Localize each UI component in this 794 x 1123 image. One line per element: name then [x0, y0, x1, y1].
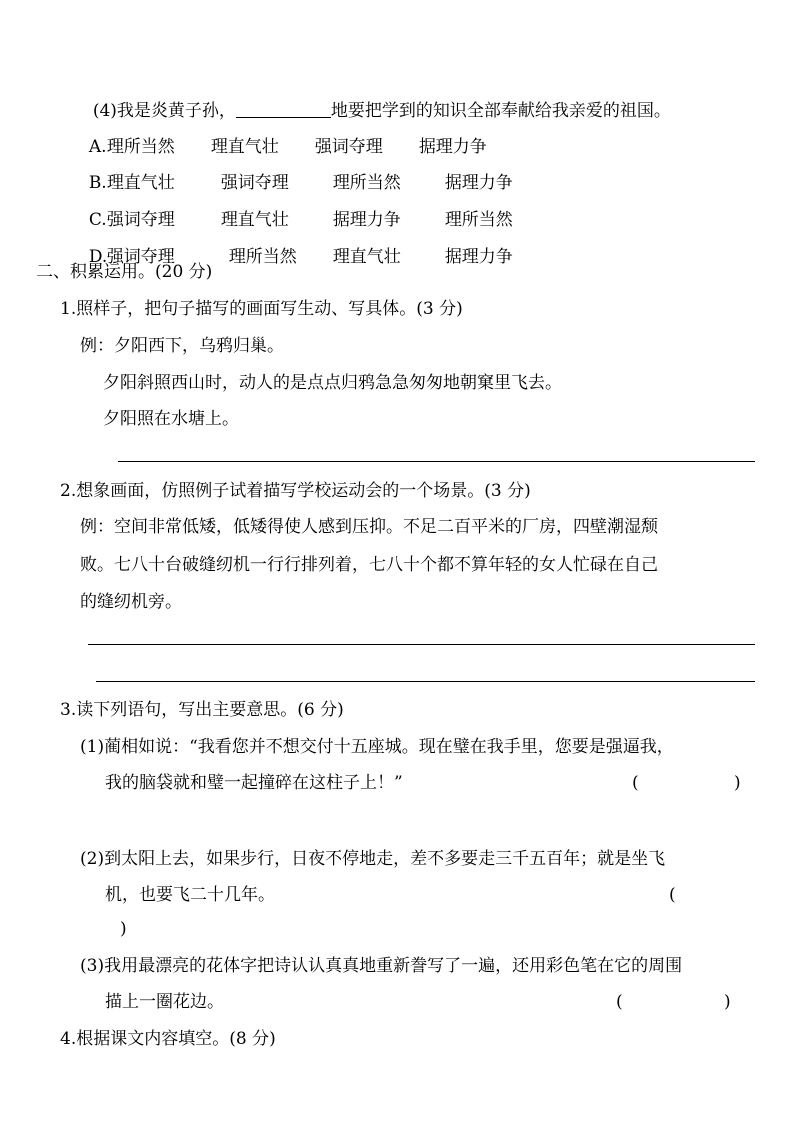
q1-prompt: 夕阳照在水塘上。 — [103, 409, 239, 429]
q1-example-answer: 夕阳斜照西山时，动人的是点点归鸦急急匆匆地朝窠里飞去。 — [103, 373, 562, 393]
q4-stem-suffix: 地要把学到的知识全部奉献给我亲爱的祖国。 — [330, 101, 671, 121]
option-word: 据理力争 — [444, 247, 513, 267]
q2-example-line: 的缝纫机旁。 — [80, 592, 182, 612]
q2-example-line: 败。七八十台破缝纫机一行行排列着，七八十个都不算年轻的女人忙碌在自己 — [80, 555, 658, 575]
q3-item-3-answer-box[interactable] — [624, 991, 722, 1013]
q3-item-1-answer-box[interactable] — [640, 772, 732, 794]
q3-item-3-paren-close: ) — [724, 992, 731, 1012]
q3-item-1-paren-open: ( — [632, 773, 639, 793]
option-label: C. — [88, 210, 107, 230]
q3-item-2-paren-open: ( — [669, 885, 676, 905]
q3-item-1-line: (1)蔺相如说：“我看您并不想交付十五座城。现在璧在我手里，您要是强逼我， — [80, 737, 674, 757]
q2-example-line: 例：空间非常低矮，低矮得使人感到压抑。不足二百平米的厂房，四壁潮湿颓 — [80, 517, 658, 537]
option-word: 理直气壮 — [106, 173, 175, 193]
q1-example: 例：夕阳西下，乌鸦归巢。 — [80, 336, 284, 356]
q2-title: 2.想象画面，仿照例子试着描写学校运动会的一个场景。(3 分) — [60, 481, 531, 501]
option-word: 理直气壮 — [220, 210, 289, 230]
section-2-heading: 二、积累运用。(20 分) — [36, 262, 213, 282]
q3-item-3-line: 描上一圈花边。 — [105, 992, 224, 1012]
q3-item-2-paren-close: ) — [120, 919, 127, 939]
option-word: 据理力争 — [418, 137, 487, 157]
option-word: 理所当然 — [332, 173, 401, 193]
option-word: 理所当然 — [444, 210, 513, 230]
q1-title: 1.照样子，把句子描写的画面写生动、写具体。(3 分) — [60, 299, 463, 319]
q3-item-2-line: 机，也要飞二十几年。 — [105, 885, 275, 905]
option-label: D. — [88, 247, 108, 267]
q4-stem-prefix: (4)我是炎黄子孙， — [92, 101, 236, 121]
q2-answer-line[interactable] — [96, 681, 755, 682]
option-word: 据理力争 — [444, 173, 513, 193]
option-word: 据理力争 — [332, 210, 401, 230]
q4-title: 4.根据课文内容填空。(8 分) — [60, 1029, 276, 1049]
option-word: 强词夺理 — [106, 247, 175, 267]
q3-item-1-line: 我的脑袋就和璧一起撞碎在这柱子上！” — [105, 773, 403, 793]
q2-answer-line[interactable] — [88, 644, 755, 645]
option-word: 强词夺理 — [220, 173, 289, 193]
option-word: 理所当然 — [106, 137, 175, 157]
q3-item-2-line: (2)到太阳上去，如果步行，日夜不停地走，差不多要走三千五百年；就是坐飞 — [80, 849, 666, 869]
option-label: A. — [88, 137, 107, 157]
q3-item-1-paren-close: ) — [734, 773, 741, 793]
q1-answer-line[interactable] — [118, 461, 755, 462]
q3-title: 3.读下列语句，写出主要意思。(6 分) — [60, 700, 344, 720]
option-word: 理所当然 — [228, 247, 297, 267]
option-word: 理直气壮 — [210, 137, 279, 157]
option-word: 强词夺理 — [106, 210, 175, 230]
q3-item-3-paren-open: ( — [616, 992, 623, 1012]
q3-item-3-line: (3)我用最漂亮的花体字把诗认认真真地重新誊写了一遍，还用彩色笔在它的周围 — [80, 956, 683, 976]
q3-item-2-answer-box[interactable] — [678, 884, 758, 906]
option-word: 理直气壮 — [332, 247, 401, 267]
option-word: 强词夺理 — [314, 137, 383, 157]
option-label: B. — [88, 173, 107, 193]
